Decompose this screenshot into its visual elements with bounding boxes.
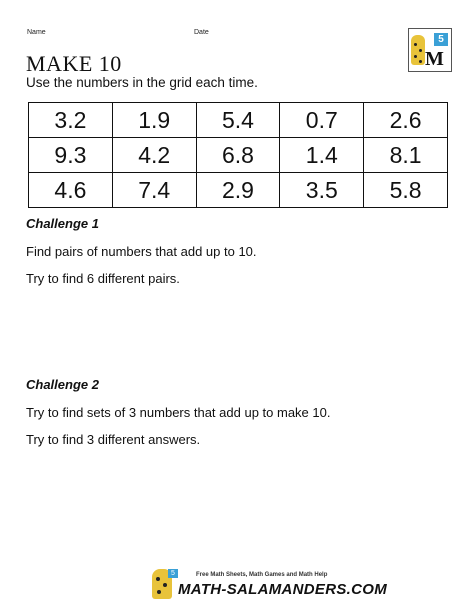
- grid-cell: 1.9: [112, 103, 196, 138]
- grid-cell: 4.6: [29, 173, 113, 208]
- number-grid: [28, 102, 448, 208]
- name-label: Name: [27, 29, 46, 36]
- footer-logo[interactable]: [152, 569, 388, 603]
- grid-row: [29, 138, 448, 173]
- grid-cell: 9.3: [29, 138, 113, 173]
- challenge-1-heading: Challenge 1: [26, 216, 99, 231]
- grid-cell: 7.4: [112, 173, 196, 208]
- page-title: MAKE 10: [26, 51, 122, 76]
- grid-cell: 5.8: [364, 173, 448, 208]
- date-label: Date: [194, 29, 209, 36]
- footer-badge: 5: [168, 569, 178, 578]
- challenge-2-line-2: Try to find 3 different answers.: [26, 432, 201, 447]
- grid-cell: 3.2: [29, 103, 113, 138]
- challenge-1-line-2: Try to find 6 different pairs.: [26, 271, 180, 286]
- challenge-2-heading: Challenge 2: [26, 377, 99, 392]
- grid-cell: 5.4: [196, 103, 280, 138]
- logo-m-glyph: M: [425, 48, 444, 70]
- grid-row: [29, 103, 448, 138]
- grid-row: [29, 173, 448, 208]
- grid-cell: 6.8: [196, 138, 280, 173]
- challenge-2-line-1: Try to find sets of 3 numbers that add up to make 10.: [26, 405, 331, 420]
- grid-cell: 4.2: [112, 138, 196, 173]
- challenge-1-line-1: Find pairs of numbers that add up to 10.: [26, 244, 257, 259]
- grade-badge: 5: [434, 33, 448, 46]
- footer-brand: MATH-SALAMANDERS.COM: [178, 581, 388, 598]
- footer-tagline: Free Math Sheets, Math Games and Math Help: [196, 572, 328, 578]
- salamander-logo: [408, 28, 452, 72]
- grid-cell: 2.6: [364, 103, 448, 138]
- grid-cell: 2.9: [196, 173, 280, 208]
- grid-cell: 8.1: [364, 138, 448, 173]
- instruction-text: Use the numbers in the grid each time.: [26, 75, 258, 90]
- grid-cell: 1.4: [280, 138, 364, 173]
- grid-cell: 0.7: [280, 103, 364, 138]
- salamander-icon: [411, 35, 425, 65]
- grid-cell: 3.5: [280, 173, 364, 208]
